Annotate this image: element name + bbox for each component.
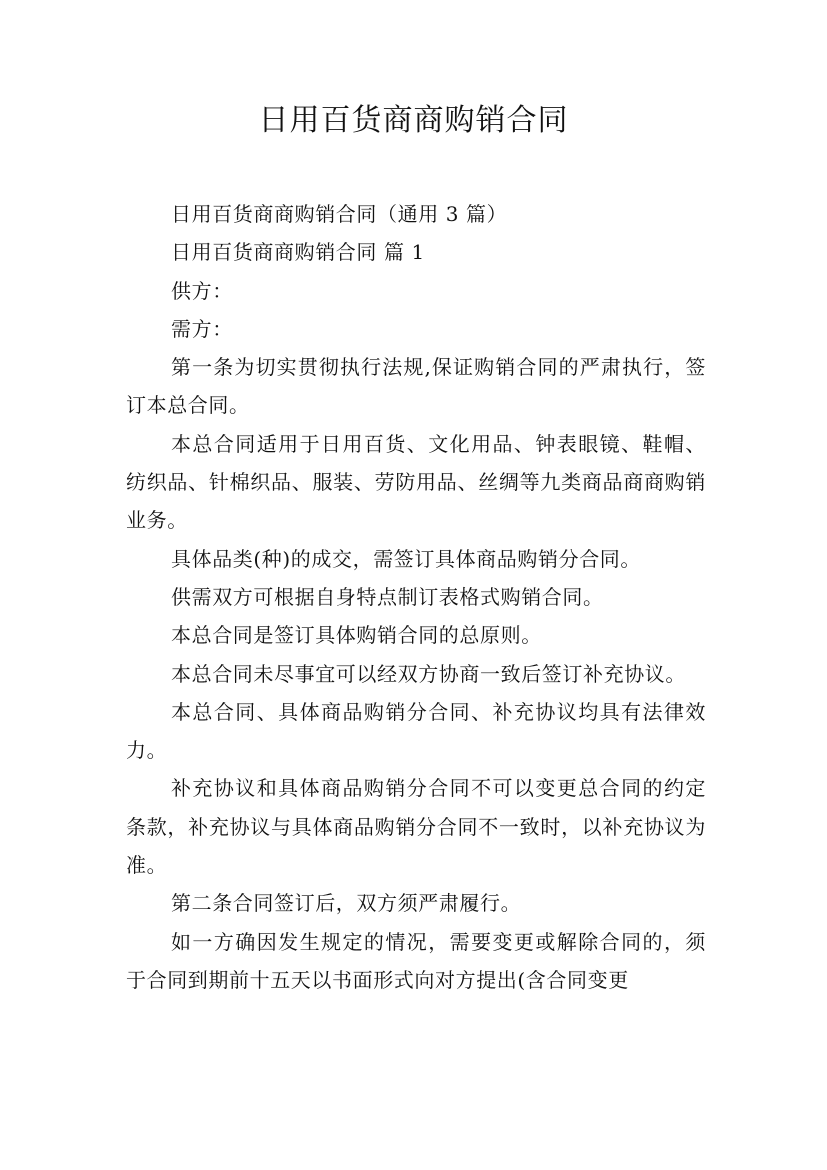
paragraph-article-1: 第一条为切实贯彻执行法规,保证购销合同的严肃执行，签订本总合同。 [126, 355, 706, 418]
paragraph-supplier: 供方： [171, 278, 233, 303]
paragraph-article-2: 第二条合同签订后，双方须严肃履行。 [171, 891, 522, 916]
paragraph-changes: 如一方确因发生规定的情况，需要变更或解除合同的，须于合同到期前十五天以书面形式向对方提出(含合同变更 [126, 929, 706, 992]
paragraph-heading-collection: 日用百货商商购销合同（通用 3 篇） [171, 202, 508, 226]
document-body [126, 195, 706, 999]
paragraph-general-principle: 本总合同是签订具体购销合同的总原则。 [171, 623, 542, 648]
paragraph-specific-contract: 具体品类(种)的成交，需签订具体商品购销分合同。 [171, 546, 642, 571]
document-title: 日用百货商商购销合同 [258, 103, 569, 138]
paragraph-legal-effect: 本总合同、具体商品购销分合同、补充协议均具有法律效力。 [126, 699, 706, 763]
paragraph-supplementary: 本总合同未尽事宜可以经双方协商一致后签订补充协议。 [171, 661, 686, 686]
paragraph-buyer: 需方： [171, 316, 233, 341]
paragraph-table-format: 供需双方可根据自身特点制订表格式购销合同。 [171, 584, 604, 609]
paragraph-scope: 本总合同适用于日用百货、文化用品、钟表眼镜、鞋帽、纺织品、针棉织品、服装、劳防用品、丝绸等九类商品商商购销业务。 [126, 431, 706, 533]
paragraph-heading-part-1: 日用百货商商购销合同 篇 1 [171, 240, 425, 265]
paragraph-precedence: 补充协议和具体商品购销分合同不可以变更总合同的约定条款，补充协议与具体商品购销分合同不一致时，以补充协议为准。 [126, 776, 706, 878]
